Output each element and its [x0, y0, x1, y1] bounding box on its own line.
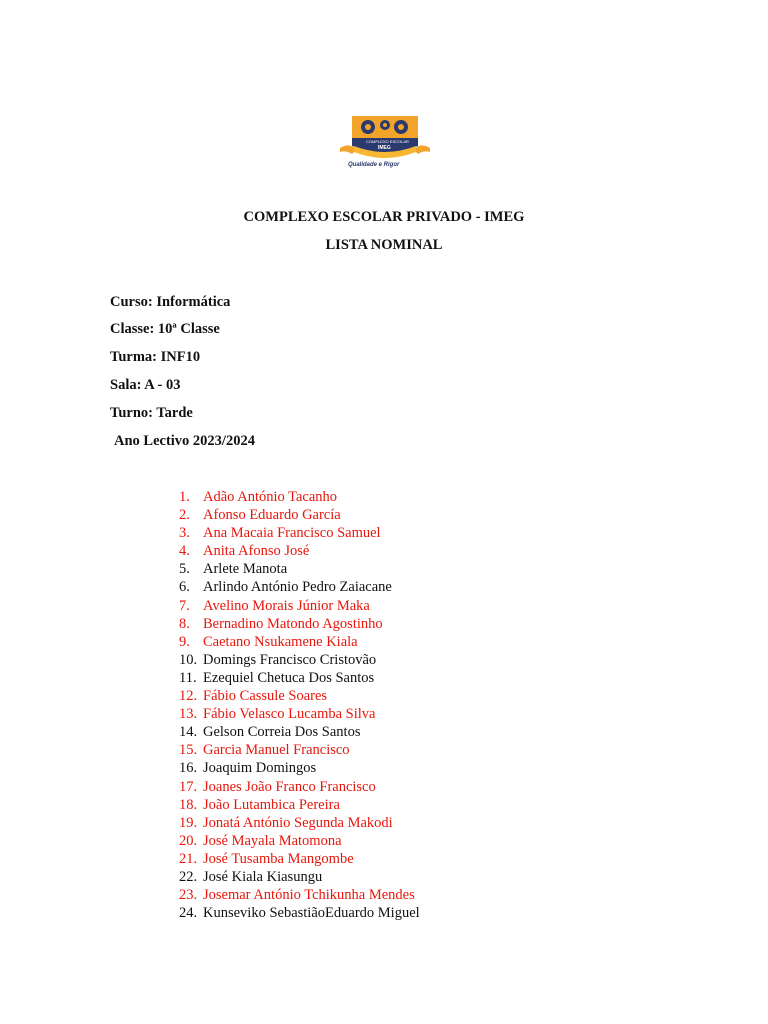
- list-item: [179, 578, 420, 596]
- document-title: LISTA NOMINAL: [325, 237, 443, 253]
- list-item: [179, 778, 420, 796]
- list-item: [179, 524, 420, 542]
- student-name: José Kiala Kiasungu: [203, 868, 323, 885]
- student-name: Anita Afonso José: [203, 543, 310, 560]
- item-number: 15.: [179, 742, 198, 759]
- list-item: [179, 506, 420, 524]
- student-name: Garcia Manuel Francisco: [203, 742, 350, 759]
- item-number: 5.: [179, 561, 190, 578]
- list-item: [179, 633, 420, 651]
- item-number: 14.: [179, 724, 198, 741]
- list-item: [179, 705, 420, 723]
- student-name: Ezequiel Chetuca Dos Santos: [203, 669, 375, 686]
- student-name: Adão António Tacanho: [203, 489, 338, 505]
- student-name: Domings Francisco Cristovão: [203, 651, 377, 668]
- item-number: 20.: [179, 832, 198, 849]
- list-item: [179, 796, 420, 814]
- item-number: 21.: [179, 850, 198, 867]
- school-year-info: Ano Lectivo 2023/2024: [114, 433, 255, 449]
- student-name: Avelino Morais Júnior Maka: [203, 597, 370, 614]
- item-number: 8.: [179, 615, 190, 632]
- student-name: João Lutambica Pereira: [203, 796, 340, 813]
- list-item: [179, 814, 420, 832]
- item-number: 2.: [179, 507, 190, 524]
- student-name: José Mayala Matomona: [203, 832, 342, 849]
- school-logo: [338, 112, 432, 174]
- student-name: Arlindo António Pedro Zaiacane: [203, 579, 392, 596]
- list-item: [179, 560, 420, 578]
- item-number: 16.: [179, 760, 198, 777]
- room-info: Sala: A - 03: [110, 377, 181, 393]
- item-number: 1.: [179, 489, 190, 505]
- item-number: 10.: [179, 651, 198, 668]
- student-name: Bernadino Matondo Agostinho: [203, 615, 383, 632]
- student-name: Kunseviko SebastiãoEduardo Miguel: [203, 905, 420, 922]
- item-number: 18.: [179, 796, 198, 813]
- student-name: Fábio Cassule Soares: [203, 688, 328, 705]
- student-name: Afonso Eduardo García: [203, 507, 341, 524]
- list-item: [179, 687, 420, 705]
- list-item: [179, 542, 420, 560]
- item-number: 9.: [179, 633, 190, 650]
- item-number: 23.: [179, 887, 198, 904]
- item-number: 19.: [179, 814, 198, 831]
- item-number: 12.: [179, 688, 198, 705]
- student-name: Ana Macaia Francisco Samuel: [203, 525, 381, 542]
- student-name: José Tusamba Mangombe: [203, 850, 354, 867]
- student-name: Joaquim Domingos: [203, 760, 317, 777]
- class-info: Classe: 10ª Classe: [110, 321, 220, 337]
- list-item: [179, 904, 420, 922]
- student-list: [179, 488, 420, 922]
- list-item: [179, 868, 420, 886]
- student-name: Jonatá António Segunda Makodi: [203, 814, 393, 831]
- list-item: [179, 488, 420, 506]
- student-name: Fábio Velasco Lucamba Silva: [203, 706, 376, 723]
- list-item: [179, 723, 420, 741]
- list-item: [179, 615, 420, 633]
- student-name: Joanes João Franco Francisco: [203, 778, 376, 795]
- list-item: [179, 669, 420, 687]
- student-name: Arlete Manota: [203, 561, 288, 578]
- student-name: Gelson Correia Dos Santos: [203, 724, 361, 741]
- list-item: [179, 850, 420, 868]
- list-item: [179, 741, 420, 759]
- logo-caption: COMPLEXO ESCOLAR: [366, 139, 409, 144]
- item-number: 4.: [179, 543, 190, 560]
- item-number: 13.: [179, 706, 198, 723]
- course-info: Curso: Informática: [110, 294, 231, 310]
- item-number: 11.: [179, 669, 197, 686]
- list-item: [179, 886, 420, 904]
- item-number: 24.: [179, 905, 198, 922]
- list-item: [179, 651, 420, 669]
- shift-info: Turno: Tarde: [110, 405, 193, 421]
- item-number: 22.: [179, 868, 198, 885]
- logo-abbr: IMEG: [378, 145, 391, 151]
- list-item: [179, 759, 420, 777]
- logo-motto: Qualidade e Rigor: [348, 162, 400, 168]
- item-number: 3.: [179, 525, 190, 542]
- list-item: [179, 832, 420, 850]
- student-name: Caetano Nsukamene Kiala: [203, 633, 358, 650]
- item-number: 7.: [179, 597, 190, 614]
- item-number: 6.: [179, 579, 190, 596]
- student-name: Josemar António Tchikunha Mendes: [203, 887, 415, 904]
- item-number: 17.: [179, 778, 198, 795]
- school-name: COMPLEXO ESCOLAR PRIVADO - IMEG: [243, 209, 525, 225]
- group-info: Turma: INF10: [110, 349, 201, 365]
- list-item: [179, 597, 420, 615]
